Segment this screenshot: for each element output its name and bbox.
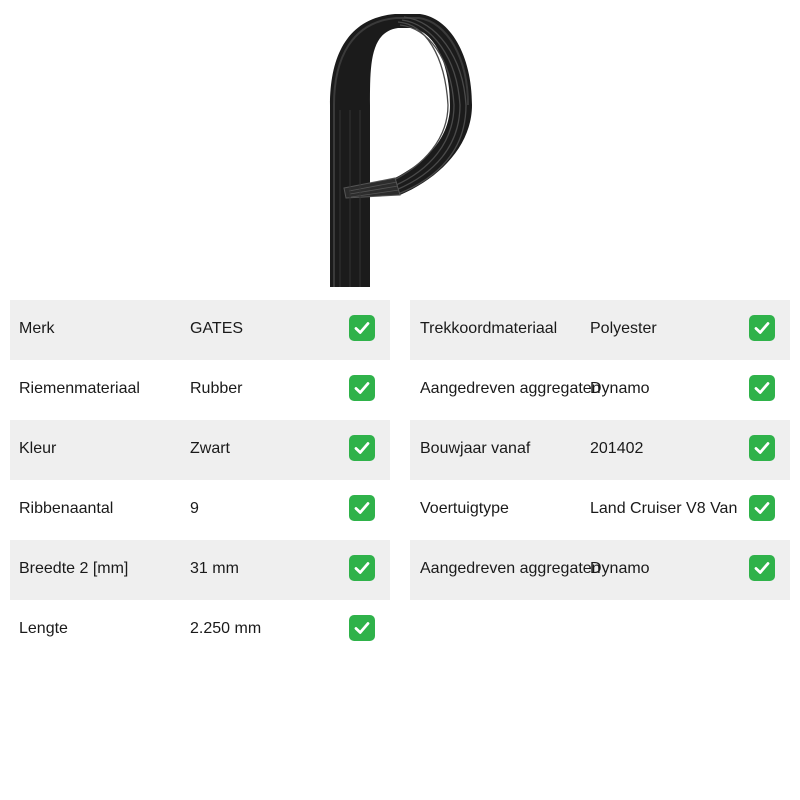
spec-row	[410, 420, 790, 480]
spec-row	[410, 360, 790, 420]
spec-row	[10, 360, 390, 420]
spec-label: Kleur	[19, 440, 57, 457]
spec-row	[410, 300, 790, 360]
spec-label: Riemenmateriaal	[19, 380, 140, 397]
spec-row	[410, 480, 790, 540]
spec-label: Voertuigtype	[420, 500, 509, 517]
spec-row	[10, 300, 390, 360]
spec-row	[10, 600, 390, 660]
product-image	[320, 10, 480, 290]
spec-value: 201402	[590, 440, 644, 457]
green-check-icon	[749, 555, 775, 581]
spec-label: Aangedreven aggregaten	[420, 380, 601, 397]
green-check-icon	[349, 495, 375, 521]
ribbed-belt-icon	[320, 10, 480, 290]
spec-value: GATES	[190, 320, 244, 337]
green-check-icon	[349, 555, 375, 581]
green-check-icon	[349, 435, 375, 461]
spec-label: Bouwjaar vanaf	[420, 440, 531, 457]
spec-table-left	[10, 300, 390, 660]
spec-label: Lengte	[19, 620, 68, 637]
spec-value: Rubber	[190, 380, 243, 397]
spec-row	[10, 480, 390, 540]
spec-row	[10, 540, 390, 600]
spec-value: Polyester	[590, 320, 657, 337]
spec-value: Dynamo	[590, 560, 650, 577]
spec-row	[10, 420, 390, 480]
green-check-icon	[349, 615, 375, 641]
spec-label: Trekkoordmateriaal	[420, 320, 558, 337]
spec-label: Ribbenaantal	[19, 500, 114, 517]
spec-label: Breedte 2 [mm]	[19, 560, 129, 577]
spec-value: 2.250 mm	[190, 620, 262, 637]
green-check-icon	[749, 495, 775, 521]
green-check-icon	[349, 375, 375, 401]
spec-value: 31 mm	[190, 560, 239, 577]
spec-table-right	[410, 300, 790, 600]
green-check-icon	[749, 435, 775, 461]
spec-label: Aangedreven aggregaten	[420, 560, 601, 577]
green-check-icon	[749, 375, 775, 401]
spec-value: 9	[190, 500, 199, 517]
spec-value: Dynamo	[590, 380, 650, 397]
spec-label: Merk	[19, 320, 55, 337]
spec-row	[410, 540, 790, 600]
spec-value: Land Cruiser V8 Van	[590, 500, 738, 517]
green-check-icon	[749, 315, 775, 341]
spec-value: Zwart	[190, 440, 230, 457]
green-check-icon	[349, 315, 375, 341]
